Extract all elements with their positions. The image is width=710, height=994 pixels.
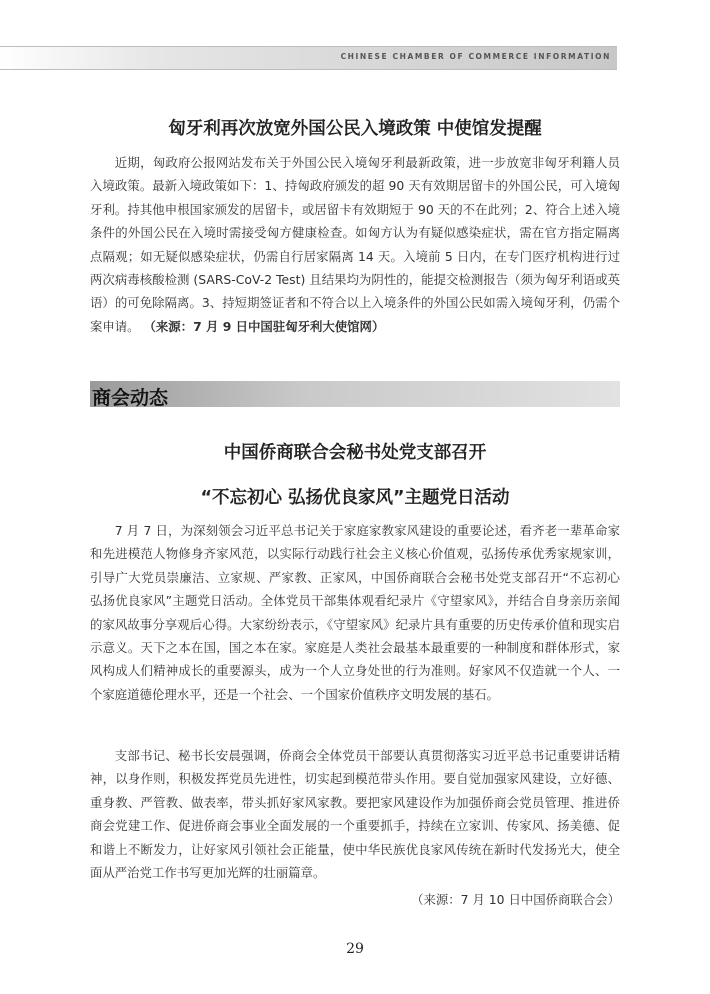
article1-title: 匈牙利再次放宽外国公民入境政策 中使馆发提醒 <box>168 119 542 139</box>
article2-title-line2: “不忘初心 弘扬优良家风”主题党日活动 <box>200 488 510 508</box>
header-band <box>0 46 617 70</box>
article1-body <box>90 151 620 338</box>
section-header <box>90 381 620 407</box>
page-number: 29 <box>346 941 364 957</box>
article1-body-text: 近期，匈政府公报网站发布关于外国公民入境匈牙利最新政策，进一步放宽非匈牙利籍人员入境政策。最新入境政策如下：1、持匈政府颁发的超 90 天有效期居留卡的外国公民，可入境匈牙利。持其他申根国家颁发的居留卡，或居留卡有效期短于 90 天的不在此列；2、符合上述入境条件的外国公民在入境时需接受匈方健康检查。如匈方认为有疑似感染症状，需在官方指定隔离点隔观；如无疑似感染症状，仍需自行居家隔离 14 天。入境前 5 日内，在专门医疗机构进行过两次病毒核酸检测 (SARS-CoV-2 Test) 且结果均为阴性的，能提交检测报告（须为匈牙利语或英语）的可免除隔离。3、持短期签证者和不符合以上入境条件的外国公民如需入境匈牙利，仍需个案申请。 <box>90 155 620 334</box>
article2-paragraph-2: 支部书记、秘书长安晨强调，侨商会全体党员干部要认真贯彻落实习近平总书记重要讲话精神，以身作则，积极发挥党员先进性，切实起到模范带头作用。要自觉加强家风建设，立好德、重身教、严管教、做表率，带头抓好家风家教。要把家风建设作为加强侨商会党员管理、推进侨商会党建工作、促进侨商会事业全面发展的一个重要抓手，持续在立家训、传家风、扬美德、促和谐上不断发力，让好家风引领社会正能量，使中华民族优良家风传统在新时代发扬光大，使全面从严治党工作书写更加光辉的壮丽篇章。 <box>90 748 620 881</box>
section-title: 商会动态 <box>92 387 169 409</box>
article2-paragraph-1: 7 月 7 日，为深刻领会习近平总书记关于家庭家教家风建设的重要论述，看齐老一辈革命家和先进模范人物修身齐家风范，以实际行动践行社会主义核心价值观，弘扬传承优秀家规家训，引导广大党员崇廉洁、立家规、严家教、正家风，中国侨商联合会秘书处党支部召开“不忘初心 弘扬优良家风”主题党日活动。全体党员干部集体观看纪录片《守望家风》，并结合自身亲历亲闻的家风故事分享观后心得。大家纷纷表示，《守望家风》纪录片具有重要的历史传承价值和现实启示意义。天下之本在国，国之本在家。家庭是人类社会最基本最重要的一种制度和群体形式，家风构成人们精神成长的重要源头，成为一个人立身处世的行为准则。好家风不仅造就一个人、一个家庭道德伦理水平，还是一个社会、一个国家价值秩序文明发展的基石。 <box>90 523 620 702</box>
header-text: CHINESE CHAMBER OF COMMERCE INFORMATION <box>340 52 611 61</box>
article1-source: （来源：7 月 9 日中国驻匈牙利大使馆网） <box>143 318 385 334</box>
article2-title-line1: 中国侨商联合会秘书处党支部召开 <box>223 443 487 463</box>
article2-source: （来源：7 月 10 日中国侨商联合会） <box>411 892 620 907</box>
